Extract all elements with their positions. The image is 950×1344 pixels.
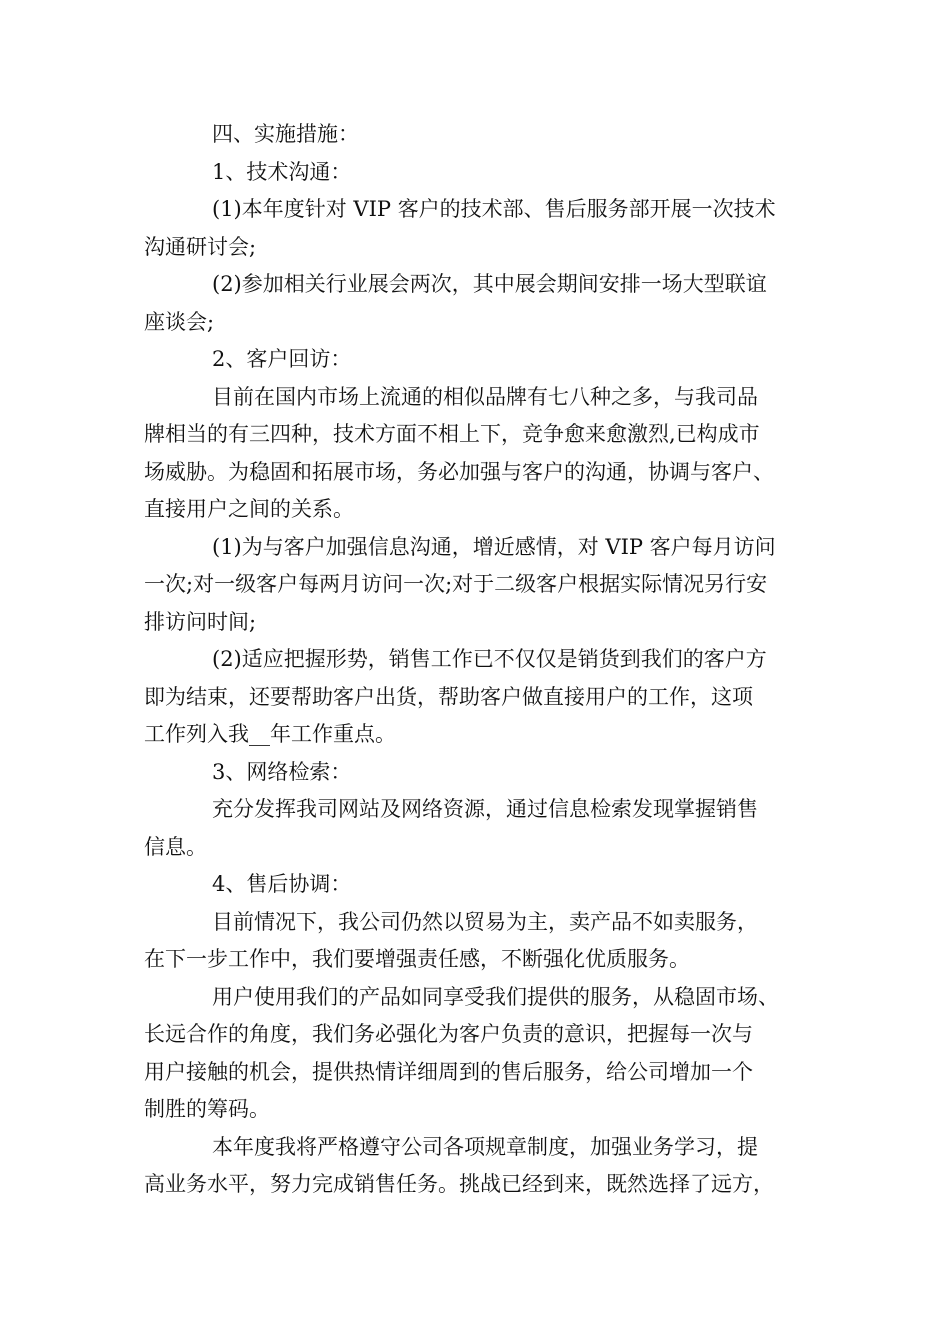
text-line: 本年度我将严格遵守公司各项规章制度，加强业务学习，提 — [212, 1134, 758, 1159]
text-line: 座谈会; — [144, 309, 215, 334]
document-body — [144, 116, 824, 1204]
text-line: (1)为与客户加强信息沟通，增近感情，对 VIP 客户每月访问 — [212, 534, 776, 559]
text-line: 信息。 — [144, 834, 207, 859]
text-line: 沟通研讨会; — [144, 234, 257, 259]
text-line: 1、技术沟通： — [212, 159, 352, 184]
text-line: 直接用户之间的关系。 — [144, 497, 354, 521]
text-line: 2、客户回访： — [212, 347, 352, 371]
text-line: 用户接触的机会，提供热情详细周到的售后服务，给公司增加一个 — [144, 1059, 753, 1084]
text-line: (2)适应把握形势，销售工作已不仅仅是销货到我们的客户方 — [212, 647, 767, 671]
text-line: 3、网络检索： — [212, 759, 352, 784]
text-line: (2)参加相关行业展会两次，其中展会期间安排一场大型联谊 — [212, 272, 767, 296]
text-line: 工作列入我__年工作重点。 — [144, 722, 396, 746]
text-line: 长远合作的角度，我们务必强化为客户负责的意识，把握每一次与 — [144, 1022, 753, 1046]
text-line: 一次;对一级客户每两月访问一次;对于二级客户根据实际情况另行安 — [144, 572, 768, 596]
text-line: 牌相当的有三四种，技术方面不相上下，竞争愈来愈激烈,已构成市 — [144, 422, 760, 446]
text-line: 排访问时间; — [144, 609, 257, 634]
text-line: (1)本年度针对 VIP 客户的技术部、售后服务部开展一次技术 — [212, 197, 776, 221]
text-line: 场威胁。为稳固和拓展市场，务必加强与客户的沟通，协调与客户、 — [144, 459, 774, 484]
text-line: 四、实施措施： — [212, 122, 359, 146]
text-line: 在下一步工作中，我们要增强责任感，不断强化优质服务。 — [144, 947, 690, 971]
text-line: 4、售后协调： — [212, 872, 352, 896]
text-line: 用户使用我们的产品如同享受我们提供的服务，从稳固市场、 — [212, 984, 779, 1009]
text-line: 充分发挥我司网站及网络资源，通过信息检索发现掌握销售 — [212, 797, 758, 821]
text-line: 制胜的筹码。 — [144, 1097, 270, 1121]
text-line: 即为结束，还要帮助客户出货，帮助客户做直接用户的工作，这项 — [144, 684, 753, 709]
text-line: 目前情况下，我公司仍然以贸易为主，卖产品不如卖服务， — [212, 909, 758, 934]
text-line: 高业务水平，努力完成销售任务。挑战已经到来，既然选择了远方， — [144, 1172, 774, 1196]
text-line: 目前在国内市场上流通的相似品牌有七八种之多，与我司品 — [212, 384, 758, 409]
